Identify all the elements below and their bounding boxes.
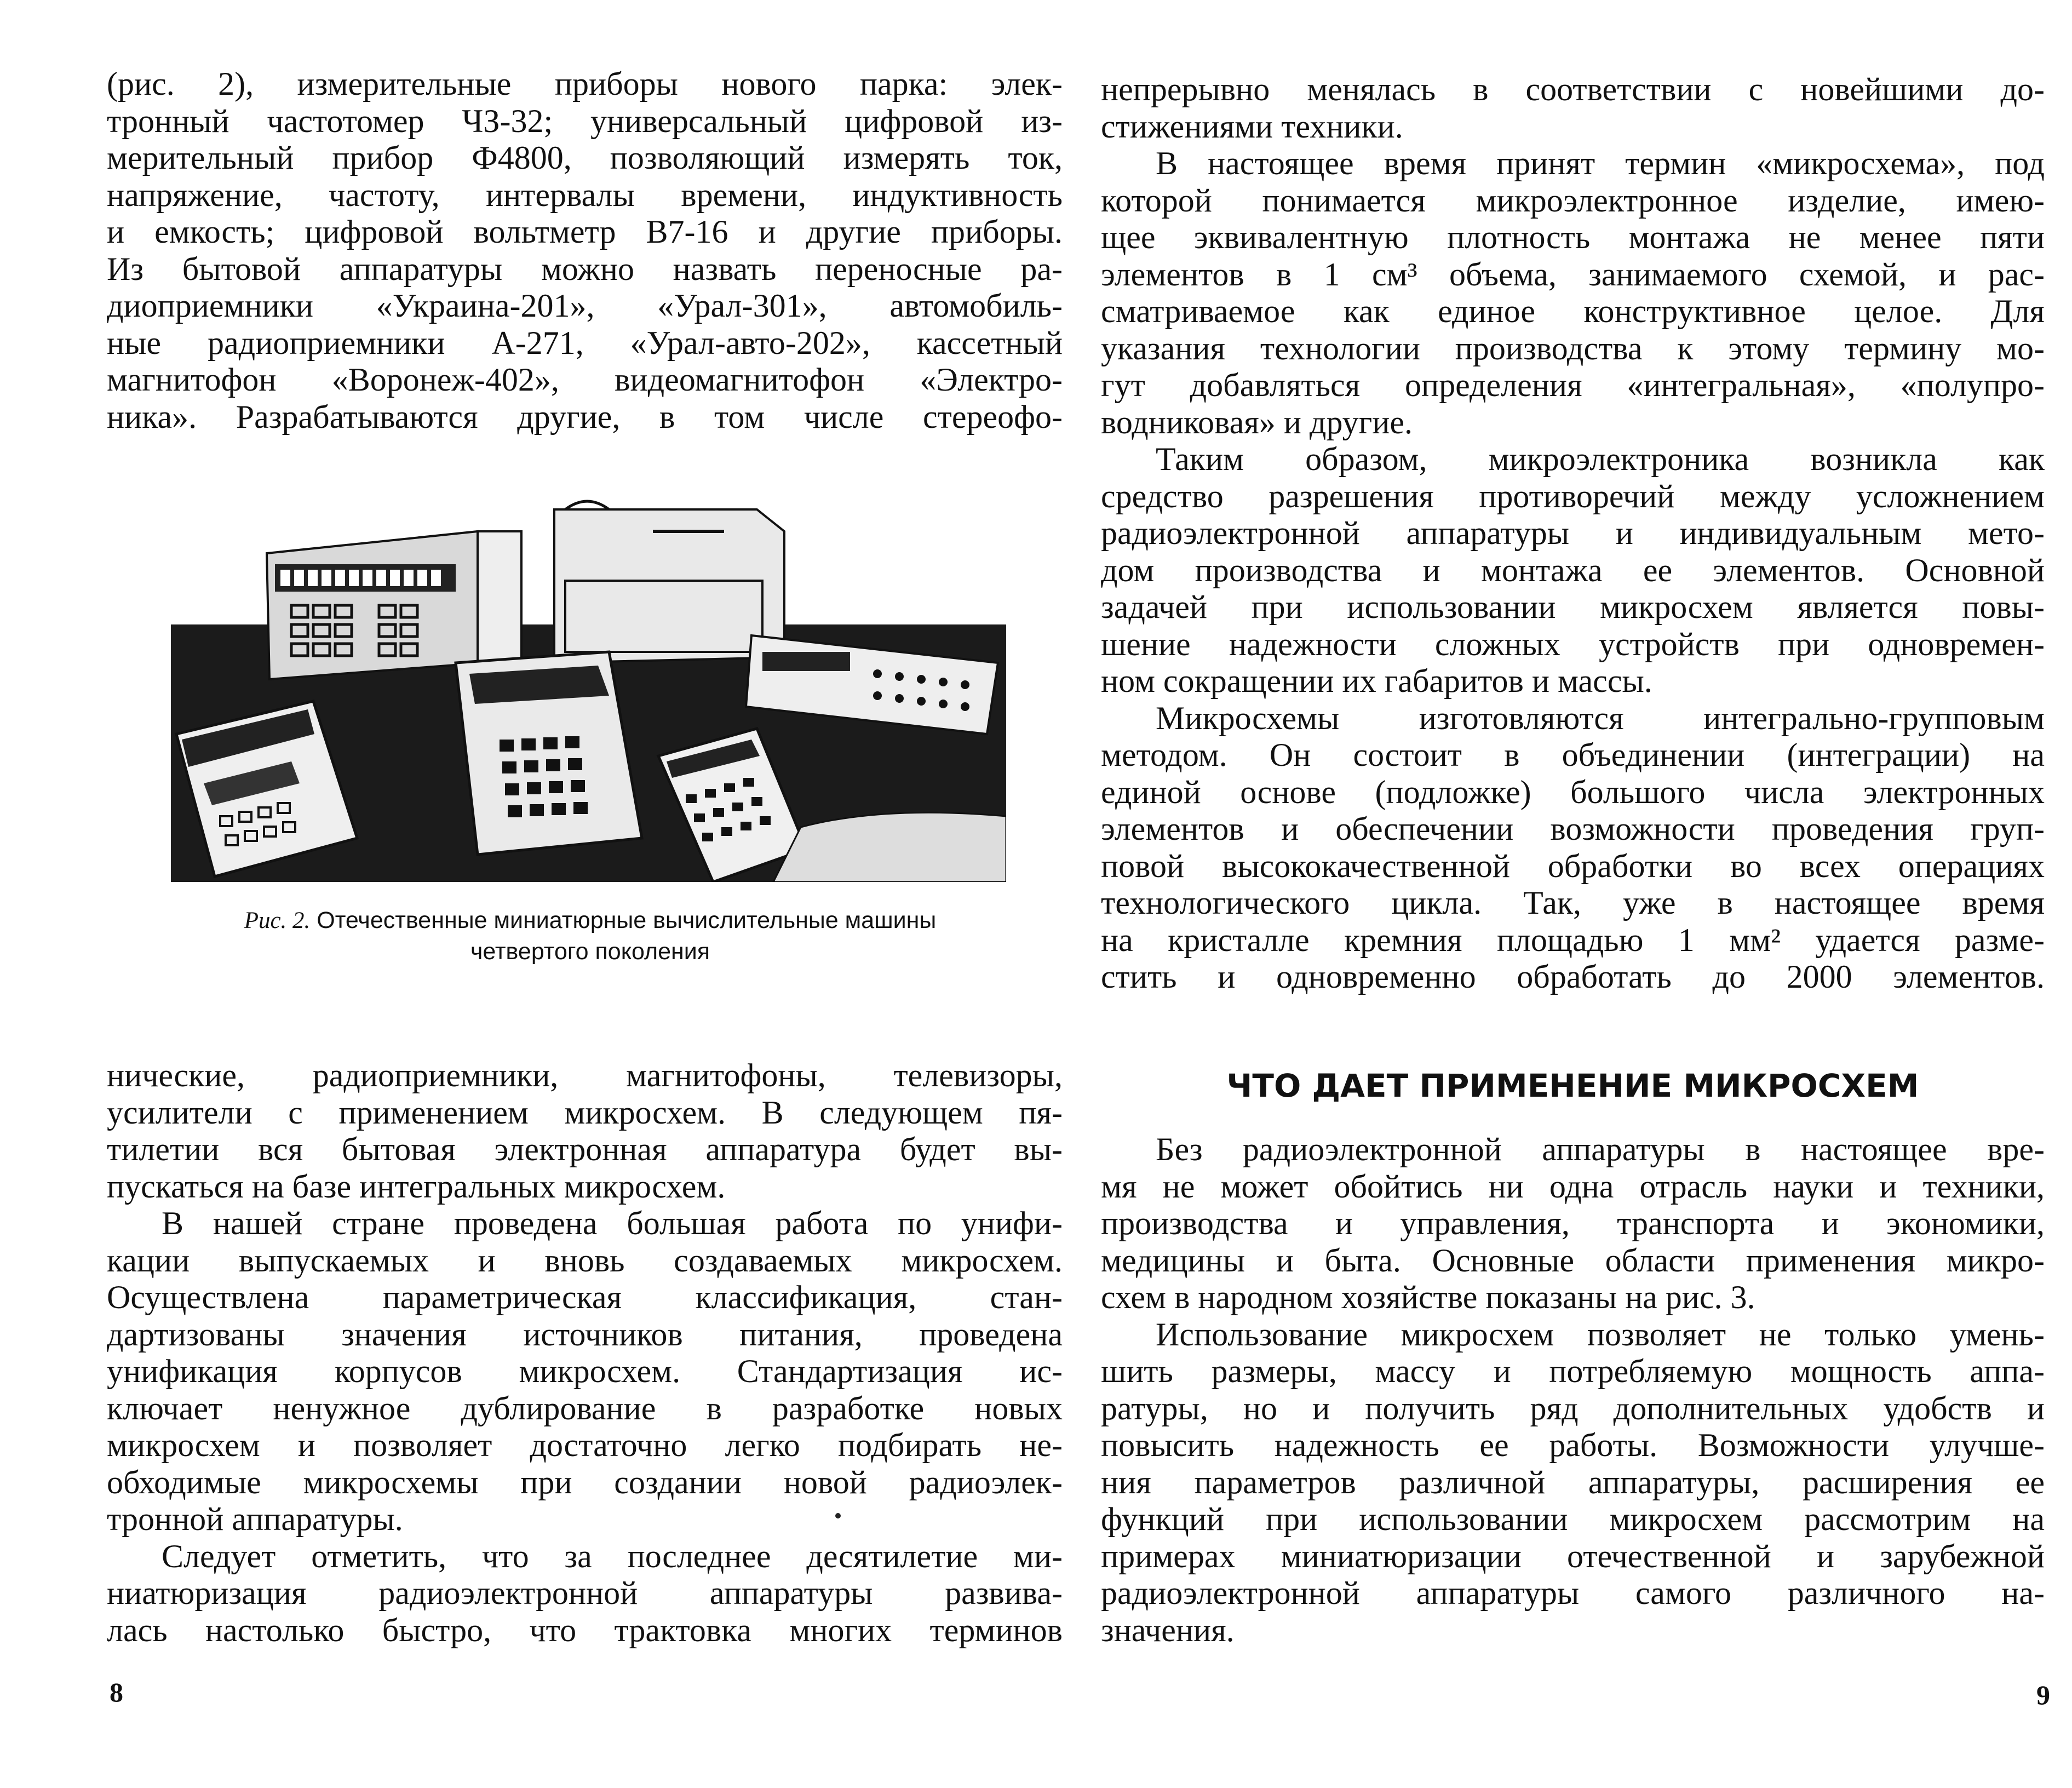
text-line: Использование микросхем позволяет не только умень- — [1156, 1316, 2045, 1353]
left-bottom-text — [107, 1057, 1063, 1649]
text-line: гут добавляться определения «интегральная», «полупро- — [1101, 367, 2045, 403]
caption-text: Отечественные миниатюрные вычислительные машины — [317, 907, 937, 933]
text-line: диоприемники «Украина-201», «Урал-301», автомобиль- — [107, 288, 1063, 324]
calculators-photo — [171, 498, 1006, 882]
text-line: Таким образом, микроэлектроника возникла как — [1156, 441, 2045, 477]
caption-text-cont: четвертого поколения — [470, 938, 710, 965]
text-line: обходимые микросхемы при создании новой радиоэлек- — [107, 1464, 1063, 1500]
text-line: указания технологии производства к этому термину мо- — [1101, 330, 2045, 366]
text-line: Следует отметить, что за последнее десятилетие ми- — [162, 1538, 1063, 1574]
caption-figure-number: Рис. 2. — [244, 908, 311, 933]
text-line: значения. — [1101, 1612, 1235, 1648]
text-line: примерах миниатюризации отечественной и зарубежной — [1101, 1538, 2045, 1574]
text-line: нические, радиоприемники, магнитофоны, телевизоры, — [107, 1057, 1063, 1093]
text-line: дартизованы значения источников питания, проведена — [107, 1316, 1063, 1353]
text-line: дом производства и монтажа ее элементов. Основной — [1101, 552, 2045, 588]
print-speck — [835, 1513, 841, 1518]
left-top-text — [107, 66, 1063, 435]
text-line: напряжение, частоту, интервалы времени, индуктивность — [107, 176, 1063, 213]
text-line: тронной аппаратуры. — [107, 1501, 403, 1537]
text-line: В нашей стране проведена большая работа по унифи- — [162, 1205, 1063, 1241]
text-line: кации выпускаемых и вновь создаваемых микросхем. — [107, 1242, 1063, 1279]
text-line: задачей при использовании микросхем является повы- — [1101, 589, 2045, 625]
text-line: технологического цикла. Так, уже в настоящее время — [1101, 885, 2045, 921]
text-line: тронный частотомер ЧЗ-32; универсальный цифровой из- — [107, 102, 1063, 139]
text-line: мерительный прибор Ф4800, позволяющий измерять ток, — [107, 140, 1063, 176]
text-line: единой основе (подложке) большого числа электронных — [1101, 773, 2045, 810]
text-line: микросхем и позволяет достаточно легко подбирать не- — [107, 1427, 1063, 1463]
center-calculator — [456, 652, 642, 855]
text-line: унификация корпусов микросхем. Стандартизация ис- — [107, 1353, 1063, 1389]
right-page — [1074, 0, 2072, 1788]
text-line: ном сокращении их габаритов и массы. — [1101, 663, 1652, 699]
text-line: функций при использовании микросхем рассмотрим на — [1101, 1501, 2045, 1537]
text-line: шить размеры, массу и потребляемую мощность аппа- — [1101, 1353, 2045, 1389]
text-line: магнитофон «Воронеж-402», видеомагнитофон «Электро- — [107, 362, 1063, 398]
text-line: лась настолько быстро, что трактовка многих терминов — [107, 1612, 1063, 1648]
text-line: средство разрешения противоречий между усложнением — [1101, 478, 2045, 514]
text-line: водниковая» и другие. — [1101, 404, 1413, 440]
text-line: тилетии вся бытовая электронная аппаратура будет вы- — [107, 1131, 1063, 1167]
text-line: усилители с применением микросхем. В следующем пя- — [107, 1094, 1063, 1131]
text-line: ниатюризация радиоэлектронной аппаратуры развива- — [107, 1575, 1063, 1611]
page-number-left: 8 — [110, 1677, 123, 1707]
text-line: ратуры, но и получить ряд дополнительных удобств и — [1101, 1390, 2045, 1426]
text-line: сматриваемое как единое конструктивное целое. Для — [1101, 293, 2045, 329]
text-line: ния параметров различной аппаратуры, расширения ее — [1101, 1464, 2045, 1500]
page-number-right: 9 — [2036, 1680, 2050, 1710]
figure-caption — [164, 905, 1016, 967]
text-line: элементов в 1 см³ объема, занимаемого схемой, и рас- — [1101, 256, 2045, 293]
right-bottom-text — [1101, 1131, 2045, 1649]
text-line: ника». Разрабатываются другие, в том числе стереофо- — [107, 398, 1063, 435]
text-line: Микросхемы изготовляются интегрально-групповым — [1156, 700, 2045, 736]
desktop-calculator — [267, 531, 521, 679]
text-line: пускаться на базе интегральных микросхем. — [107, 1168, 726, 1205]
text-line: ключает ненужное дублирование в разработке новых — [107, 1390, 1063, 1426]
text-line: шение надежности сложных устройств при одновремен- — [1101, 626, 2045, 662]
text-line: радиоэлектронной аппаратуры и индивидуальным мето- — [1101, 515, 2045, 551]
text-line: Без радиоэлектронной аппаратуры в настоящее вре- — [1156, 1131, 2045, 1167]
text-line: (рис. 2), измерительные приборы нового парка: элек- — [107, 66, 1063, 102]
text-line: В настоящее время принят термин «микросхема», под — [1156, 145, 2045, 181]
text-line: повысить надежность ее работы. Возможности улучше- — [1101, 1427, 2045, 1463]
right-top-text — [1101, 71, 2045, 996]
text-line: повой высококачественной обработки во всех операциях — [1101, 847, 2045, 884]
text-line: ные радиоприемники А-271, «Урал-авто-202», кассетный — [107, 324, 1063, 361]
text-line: Осуществлена параметрическая классификация, стан- — [107, 1279, 1063, 1315]
text-line: непрерывно менялась в соответствии с новейшими до- — [1101, 71, 2045, 107]
text-line: стить и одновременно обработать до 2000 элементов. — [1101, 959, 2045, 995]
text-line: мя не может обойтись ни одна отрасль науки и техники, — [1101, 1168, 2045, 1205]
text-line: щее эквивалентную плотность монтажа не менее пяти — [1101, 219, 2045, 255]
text-line: на кристалле кремния площадью 1 мм² удается разме- — [1101, 921, 2045, 958]
text-line: производства и управления, транспорта и экономики, — [1101, 1205, 2045, 1241]
text-line: методом. Он состоит в объединении (интеграции) на — [1101, 737, 2045, 773]
printer-box — [554, 501, 784, 663]
text-line: медицины и быта. Основные области применения микро- — [1101, 1242, 2045, 1279]
text-line: и емкость; цифровой вольтметр В7-16 и другие приборы. — [107, 214, 1063, 250]
text-line: Из бытовой аппаратуры можно назвать переносные ра- — [107, 250, 1063, 287]
section-heading: ЧТО ДАЕТ ПРИМЕНЕНИЕ МИКРОСХЕМ — [1226, 1067, 1919, 1104]
text-line: элементов и обеспечении возможности проведения груп- — [1101, 811, 2045, 847]
text-line: которой понимается микроэлектронное изделие, имею- — [1101, 182, 2045, 219]
text-line: схем в народном хозяйстве показаны на рис. 3. — [1101, 1279, 1755, 1315]
text-line: стижениями техники. — [1101, 108, 1403, 145]
text-line: радиоэлектронной аппаратуры самого различного на- — [1101, 1575, 2045, 1611]
